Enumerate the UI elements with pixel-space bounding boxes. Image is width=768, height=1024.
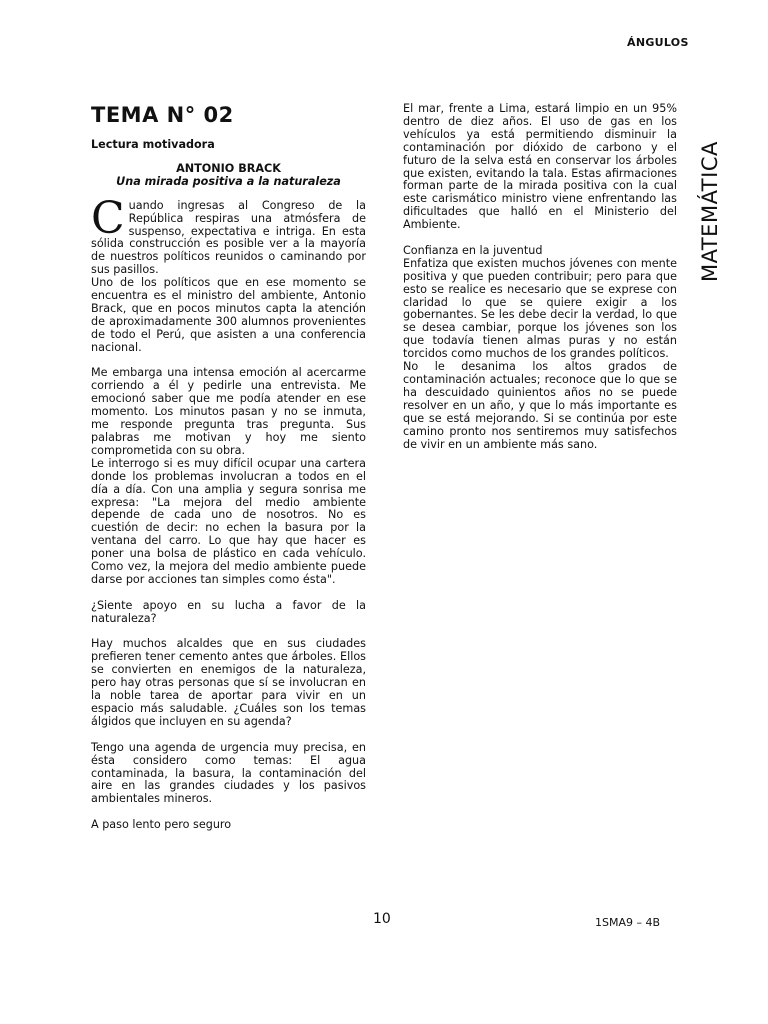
topic-title: TEMA N° 02	[91, 103, 234, 127]
section-heading: A paso lento pero seguro	[91, 818, 232, 832]
paragraph: Tengo una agenda de urgencia muy precisa, en ésta considero como temas: El agua contaminada, la basura, la contaminación del aire en las grandes ciudades y los pasivos ambientales mineros.	[91, 740, 366, 806]
drop-cap: C	[91, 192, 125, 244]
paragraph: Uno de los políticos que en ese momento se encuentra es el ministro del ambiente, Antonio Brack, que en pocos minutos capta la atención de aproximadamente 300 alumnos provenientes de todo el Perú, que asisten a una conferencia nacional.	[91, 276, 366, 354]
paragraph: Le interrogo si es muy difícil ocupar una cartera donde los problemas involucran a todos en el día a día. Con una amplia y segura sonrisa me expresa: "La mejora del medio ambiente depende de cada uno de nosotros. No es cuestión de decir: no echen la basura por la ventana del carro. Lo que hay que hacer es poner una bolsa de plástico en cada vehículo. Como vez, la mejora del medio ambiente puede darse por acciones tan simples como ésta".	[91, 456, 366, 586]
left-column	[91, 103, 366, 832]
section-header: ÁNGULOS	[627, 36, 689, 49]
paragraph: Hay muchos alcaldes que en sus ciudades prefieren tener cemento antes que árboles. Ellos se convierten en enemigos de la naturaleza, pero hay otras personas que sí se involucran en la noble tarea de aportar para vivir en un espacio más saludable. ¿Cuáles son los temas álgidos que incluyen en su agenda?	[91, 637, 366, 728]
interview-question: ¿Siente apoyo en su lucha a favor de la naturaleza?	[91, 598, 366, 625]
article-author: ANTONIO BRACK	[176, 161, 281, 175]
reading-subtitle: Lectura motivadora	[91, 138, 215, 151]
page-number: 10	[373, 911, 391, 927]
subject-side-label: MATEMÁTICA	[698, 141, 722, 282]
document-code: 1SMA9 – 4B	[595, 916, 661, 929]
paragraph: El mar, frente a Lima, estará limpio en un 95% dentro de diez años. El uso de gas en los vehículos ya está permitiendo disminuir la contaminación por dióxido de carbono y el futuro de la selva está en conservar los árboles que existen, evitando la tala. Estas afirmaciones forman parte de la mirada positiva con la cual este carismático ministro viene enfrentando las dificultades que halló en el Ministerio del Ambiente.	[403, 102, 677, 232]
paragraph: Me embarga una intensa emoción al acercarme corriendo a él y pedirle una entrevista. Me emocionó saber que me podía atender en ese momento. Los minutos pasan y no se inmuta, me responde pregunta tras pregunta. Sus palabras me motivan y hoy me siento comprometida con su obra.	[91, 366, 366, 457]
paragraph	[91, 192, 366, 277]
paragraph: Enfatiza que existen muchos jóvenes con mente positiva y que pueden contribuir; pero para que esto se realice es necesario que se exprese con claridad lo que se quiere exigir a los gobernantes. Se les debe decir la verdad, lo que se desea cambiar, porque los jóvenes son los que todavía tienen almas puras y no están torcidos como muchos de los grandes políticos.	[403, 256, 677, 361]
section-heading: Confianza en la juventud	[403, 243, 543, 257]
right-column	[403, 103, 677, 451]
article-title: Una mirada positiva a la naturaleza	[116, 174, 341, 188]
paragraph-text: uando ingresas al Congreso de la República respiras una atmósfera de suspenso, expectativa e intriga. En esta sólida construcción es posible ver a la mayoría de nuestros políticos reunidos o caminando por sus pasillos.	[91, 198, 366, 277]
paragraph: No le desanima los altos grados de contaminación actuales; reconoce que lo que se ha descuidado quinientos años no se puede resolver en un año, y que lo más importante es que se está mejorando. Si se continúa por este camino pronto nos sentiremos muy satisfechos de vivir en un ambiente más sano.	[403, 360, 677, 451]
